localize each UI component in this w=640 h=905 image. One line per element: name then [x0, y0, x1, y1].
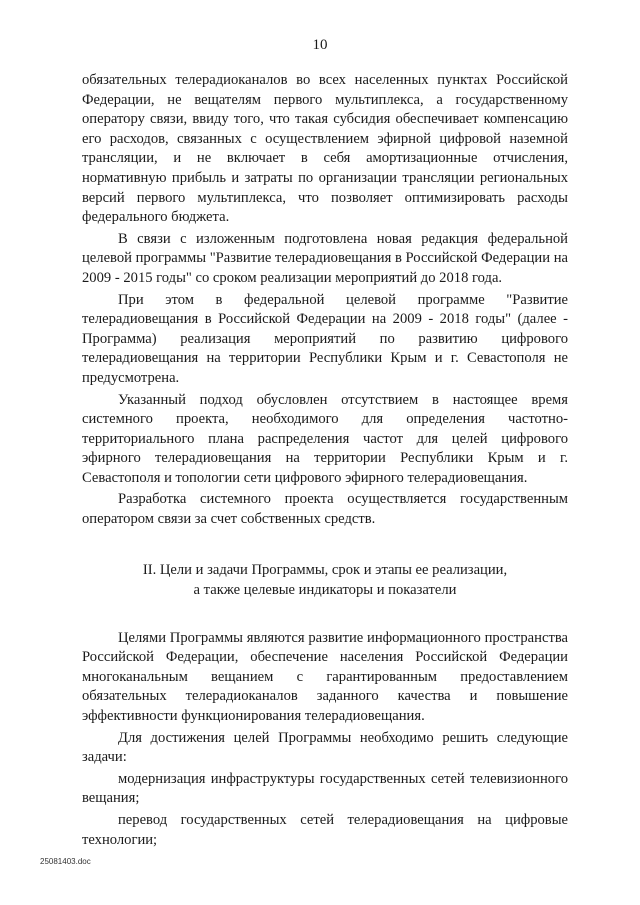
body-paragraph-2: В связи с изложенным подготовлена новая редакция федеральной целевой программы "Развитие телерадиовещания в Российской Федерации на 2009 - 2015 годы" со сроком реализации мероприятий до 2018 года.	[82, 230, 568, 286]
body-paragraph-3: При этом в федеральной целевой программе "Развитие телерадиовещания в Российской Федерации на 2009 - 2018 годы" (далее - Программа) реализация мероприятий по развитию цифрового телерадиовещания на территории Республики Крым и г. Севастополя не предусмотрена.	[82, 291, 568, 386]
section-paragraph-3: модернизация инфраструктуры государственных сетей телевизионного вещания;	[82, 770, 568, 807]
body-paragraph-1: обязательных телерадиоканалов во всех населенных пунктах Российской Федерации, не вещателям первого мультиплекса, а государственному оператору связи, ввиду того, что такая субсидия обеспечивает компенсацию его расходов, связанных с осуществлением эфирной цифровой наземной трансляции, и не включает в себя амортизационные отчисления, нормативную прибыль и затраты по организации трансляции региональных версий первого мультиплекса, что позволяет оптимизировать расходы федерального бюджета.	[82, 72, 568, 226]
body-paragraph-4: Указанный подход обусловлен отсутствием в настоящее время системного проекта, необходимого для определения частотно-территориального плана распределения частот для целей цифрового эфирного телерадиовещания на территории Республики Крым и г. Севастополя и топологии сети цифрового эфирного телерадиовещания.	[82, 391, 568, 486]
body-paragraph-5: Разработка системного проекта осуществляется государственным оператором связи за счет собственных средств.	[82, 491, 568, 528]
section-heading-line-1: II. Цели и задачи Программы, срок и этапы ее реализации,	[142, 561, 508, 578]
section-paragraph-1: Целями Программы являются развитие информационного пространства Российской Федерации, обеспечение населения Российской Федерации многоканальным вещанием с гарантированным предоставлением обязательных телерадиоканалов заданного качества и повышение эффективности функционирования телерадиовещания.	[82, 629, 568, 725]
footer-filename: 25081403.doc	[40, 857, 91, 866]
section-heading	[82, 560, 568, 600]
section-paragraph-4: перевод государственных сетей телерадиовещания на цифровые технологии;	[82, 812, 568, 848]
page-number: 10	[312, 37, 328, 53]
section-paragraph-2: Для достижения целей Программы необходимо решить следующие задачи:	[82, 729, 568, 766]
section-heading-line-2: а также целевые индикаторы и показатели	[193, 581, 457, 598]
document-body	[82, 71, 568, 850]
